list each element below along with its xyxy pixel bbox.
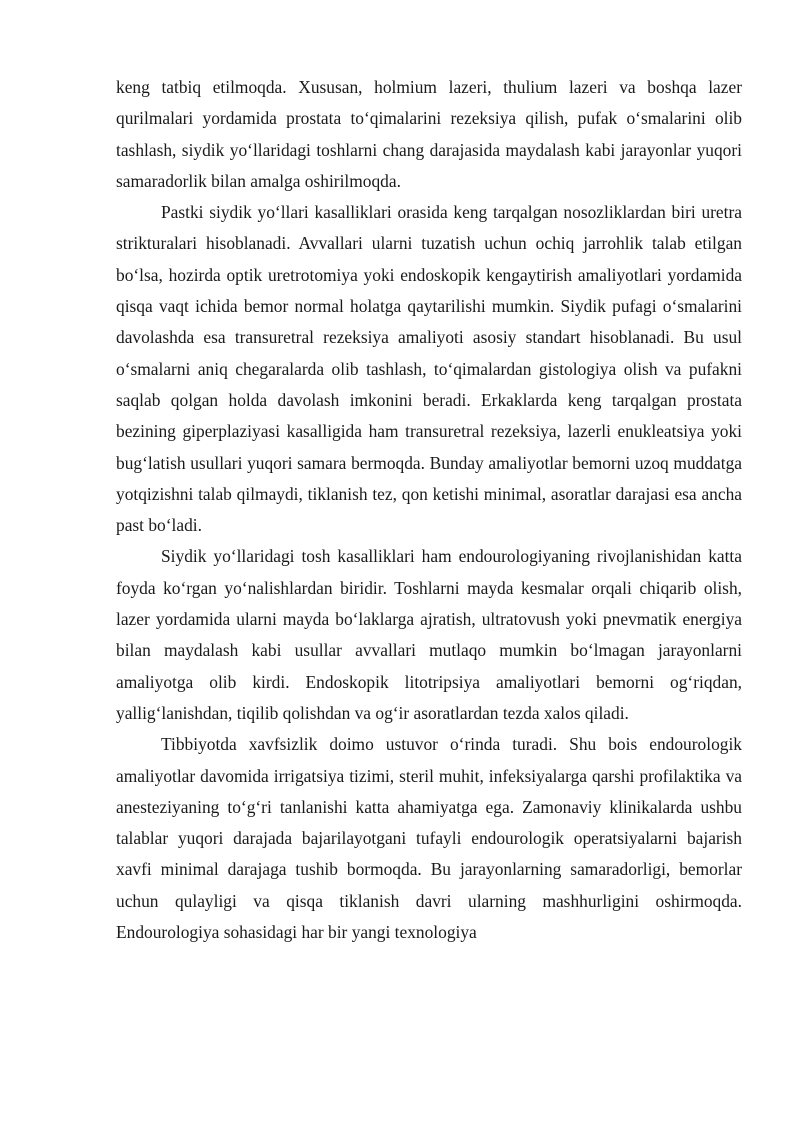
paragraph-continuation: keng tatbiq etilmoqda. Xususan, holmium lazeri, thulium lazeri va boshqa lazer qurilmalari yordamida prostata to‘qimalarini rezeksiya qilish, pufak o‘smalarini olib tashlash, siydik yo‘llaridagi toshlarni chang darajasida maydalash kabi jarayonlar yuqori samaradorlik bilan amalga oshirilmoqda. xyxy=(116,77,742,191)
paragraph-urethral-strictures: Pastki siydik yo‘llari kasalliklari orasida keng tarqalgan nosozliklardan biri uretra strikturalari hisoblanadi. Avvallari ularni tuzatish uchun ochiq jarrohlik talab etilgan bo‘lsa, hozirda optik uretrotomiya yoki endoskopik kengaytirish amaliyotlari yordamida qisqa vaqt ichida bemor normal holatga qaytarilishi mumkin. Siydik pufagi o‘smalarini davolashda esa transuretral rezeksiya amaliyoti asosiy standart hisoblanadi. Bu usul o‘smalarni aniq chegaralarda olib tashlash, to‘qimalardan gistologiya olish va pufakni saqlab qolgan holda davolash imkonini beradi. Erkaklarda keng tarqalgan prostata bezining giperplaziyasi kasalligida ham transuretral rezeksiya, lazerli enukleatsiya yoki bug‘latish usullari yuqori samara bermoqda. Bunday amaliyotlar bemorni uzoq muddatga yotqizishni talab qilmaydi, tiklanish tez, qon ketishi minimal, asoratlar darajasi esa ancha past bo‘ladi. xyxy=(116,202,742,536)
paragraph-safety: Tibbiyotda xavfsizlik doimo ustuvor o‘rinda turadi. Shu bois endourologik amaliyotlar davomida irrigatsiya tizimi, steril muhit, infeksiyalarga qarshi profilaktika va anesteziyaning to‘g‘ri tanlanishi katta ahamiyatga ega. Zamonaviy klinikalarda ushbu talablar yuqori darajada bajarilayotgani tufayli endourologik operatsiyalarni bajarish xavfi minimal darajaga tushib bormoqda. Bu jarayonlarning samaradorligi, bemorlar uchun qulayligi va qisqa tiklanish davri ularning mashhurligini oshirmoqda. Endourologiya sohasidagi har bir yangi texnologiya xyxy=(116,734,742,943)
paragraph-urinary-stones: Siydik yo‘llaridagi tosh kasalliklari ham endourologiyaning rivojlanishidan katta foyda ko‘rgan yo‘nalishlardan biridir. Toshlarni mayda kesmalar orqali chiqarib olish, lazer yordamida ularni mayda bo‘laklarga ajratish, ultratovush yoki pnevmatik energiya bilan maydalash kabi usullar avvallari mutlaqo mumkin bo‘lmagan jarayonlarni amaliyotga olib kirdi. Endoskopik litotripsiya amaliyotlari bemorni og‘riqdan, yallig‘lanishdan, tiqilib qolishdan va og‘ir asoratlardan tezda xalos qiladi. xyxy=(116,546,742,723)
document-page xyxy=(116,72,742,948)
